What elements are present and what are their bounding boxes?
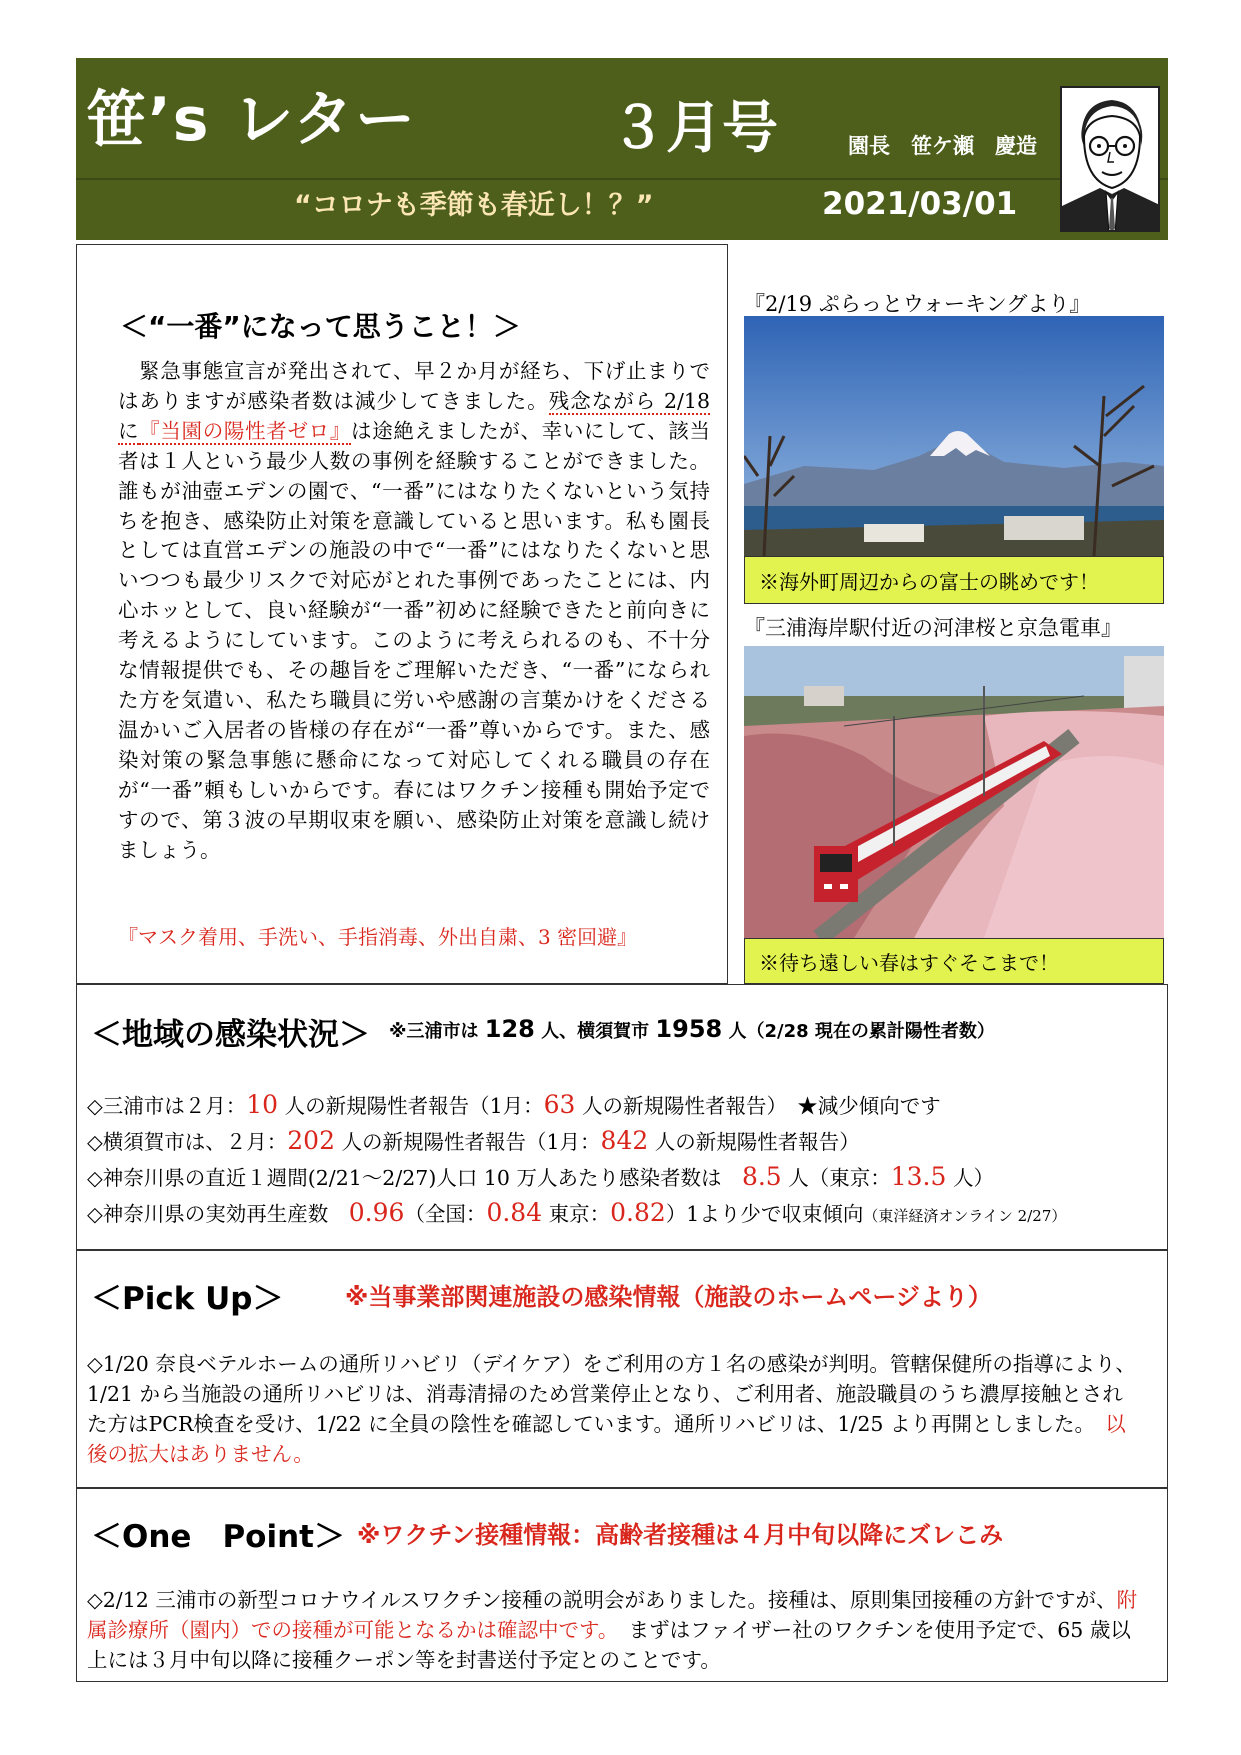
infection-summary: ※三浦市は 128 人、横須賀市 1958 人（2/28 現在の累計陽性者数） [389, 1015, 995, 1043]
header-divider [76, 178, 1168, 180]
infection-status-section [76, 984, 1168, 1250]
pickup-body: ◇1/20 奈良ベテルホームの通所リハビリ（デイケア）をご利用の方１名の感染が判明。管轄保健所の指導により、1/21 から当施設の通所リハビリは、消毒清掃のため営業停止となり、ご利用者、施設職員のうち濃厚接触とされた方はPCR検査を受け、1/22 に全員の陰性を確認しています。通所リハビリは、1/25 より再開としました。 以後の拡大はありません。 [87, 1352, 1136, 1466]
photo2-note: ※待ち遠しい春はすぐそこまで！ [744, 938, 1164, 984]
onepoint-title: ＜One Point＞ [91, 1519, 345, 1555]
onepoint-section [76, 1488, 1168, 1682]
infection-line-miura: ◇三浦市は２月：10 人の新規陽性者報告（1月：63 人の新規陽性者報告） ★減少傾向です [87, 1090, 941, 1119]
train-cherry-blossom-photo [744, 646, 1164, 938]
article-body [118, 357, 710, 865]
article-text-2: は途絶えましたが、幸いにして、該当者は１人という最少人数の事例を経験することができました。誰もが油壺エデンの園で、“一番”にはなりたくないという気持ちを抱き、感染防止対策を意識していると思います。私も園長としては直営エデンの施設の中で“一番”にはなりたくないと思いつつも最少リスクで対応がとれた事例であったことには、内心ホッとして、良い経験が“一番”初めに経験できたと前向きに考えるようにしています。このように考えられるのも、不十分な情報提供でも、その趣旨をご理解いただき、“一番”になられた方を気遣い、私たち職員に労いや感謝の言葉かけをくださる温かいご入居者の皆様の存在が“一番”尊いからです。また、感染対策の緊急事態に懸命になって対応してくれる職員の存在が“一番”頼もしいからです。春にはワクチン接種も開始予定ですので、第３波の早期収束を願い、感染防止対策を意識し続けましょう。 [118, 418, 711, 862]
pickup-subtitle: ※当事業部関連施設の感染情報（施設のホームページより） [345, 1283, 992, 1311]
prevention-slogan: 『マスク着用、手洗い、手指消毒、外出自粛、3 密回避』 [118, 925, 638, 949]
mount-fuji-photo [744, 316, 1164, 556]
issue-date: 2021/03/01 [822, 186, 1018, 222]
article-highlight: 『当園の陽性者ゼロ』 [139, 418, 352, 443]
onepoint-body: ◇2/12 三浦市の新型コロナウイルスワクチン接種の説明会がありました。接種は、原則集団接種の方針ですが、附属診療所（園内）での接種が可能となるかは確認中です。 まずはファイザー社のワクチンを使用予定で、65 歳以上には３月中旬以降に接種クーポン等を封書送付予定とのことです。 [87, 1588, 1138, 1672]
infection-title: ＜地域の感染状況＞ [91, 1017, 370, 1053]
photo1-caption: 『2/19 ぷらっとウォーキングより』 [744, 292, 1091, 316]
author-name: 園長 笹ケ瀬 慶造 [848, 134, 1037, 158]
tagline: “コロナも季節も春近し！？” [294, 190, 654, 221]
infection-line-yokosuka: ◇横須賀市は、２月：202 人の新規陽性者報告（1月：842 人の新規陽性者報告） [87, 1126, 860, 1155]
article-underlined: 残念ながら 2/18 に [118, 388, 711, 443]
director-portrait-icon [1060, 86, 1160, 232]
article-heading: ＜“一番”になって思うこと！＞ [120, 310, 521, 343]
newsletter-title: 笹’s レター [86, 85, 417, 155]
photo1-note: ※海外町周辺からの富士の眺めです！ [744, 556, 1164, 604]
infection-line-rt: ◇神奈川県の実効再生産数 0.96（全国：0.84 東京：0.82）1より少で収束傾向（東洋経済オンライン 2/27） [87, 1198, 1067, 1227]
pickup-section [76, 1250, 1168, 1488]
article-text-1: 緊急事態宣言が発出されて、早２か月が経ち、下げ止まりではありますが感染者数は減少してきました。 [118, 359, 710, 413]
issue-label: ３月号 [610, 96, 778, 161]
photo2-caption: 『三浦海岸駅付近の河津桜と京急電車』 [744, 616, 1122, 640]
infection-line-kanagawa: ◇神奈川県の直近１週間(2/21～2/27)人口 10 万人あたり感染者数は 8.5 人（東京：13.5 人） [87, 1162, 994, 1191]
pickup-title: ＜Pick Up＞ [91, 1281, 284, 1317]
onepoint-subtitle: ※ワクチン接種情報：高齢者接種は４月中旬以降にズレこみ [357, 1521, 1004, 1549]
